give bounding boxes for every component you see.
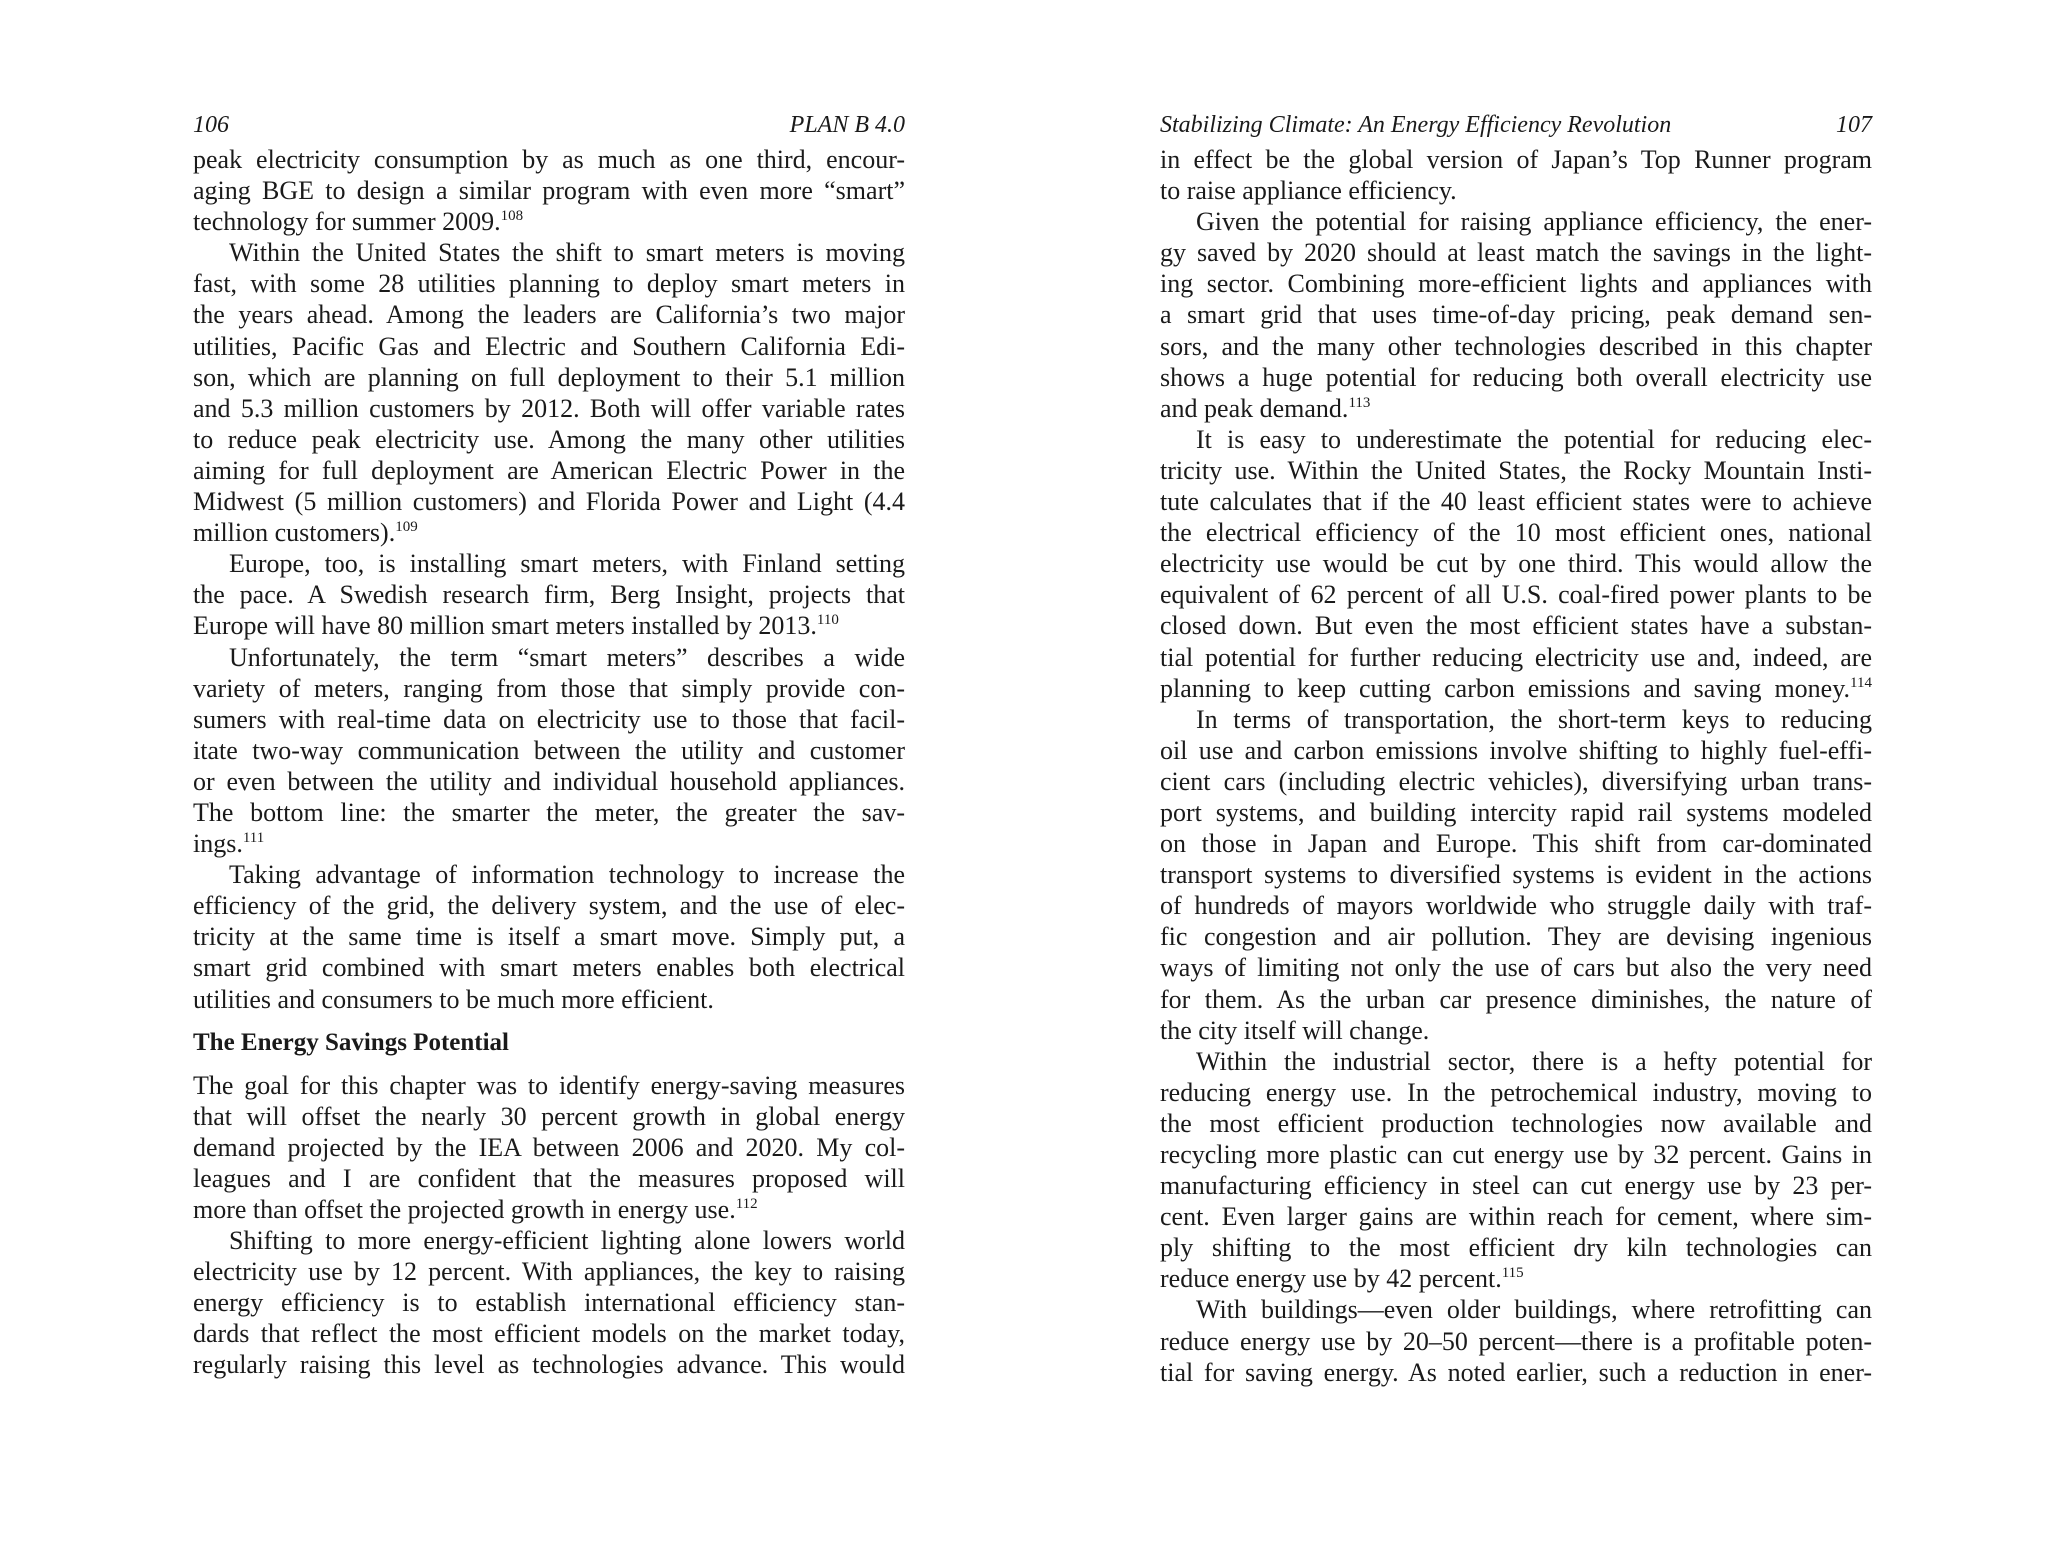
text-line bbox=[193, 1225, 905, 1256]
text-line bbox=[1160, 1077, 1872, 1108]
text-line bbox=[1160, 890, 1872, 921]
line-text: sors, and the many other technologies described in this chapter bbox=[1160, 331, 1872, 361]
footnote-ref: 110 bbox=[816, 612, 839, 629]
footnote-ref: 115 bbox=[1501, 1265, 1524, 1282]
text-line bbox=[1160, 673, 1872, 704]
line-text: utilities and consumers to be much more efficient. bbox=[193, 984, 714, 1014]
text-line bbox=[1160, 1046, 1872, 1077]
text-line bbox=[1160, 735, 1872, 766]
line-text: son, which are planning on full deployment to their 5.1 million bbox=[193, 362, 905, 392]
line-text: for them. As the urban car presence diminishes, the nature of bbox=[1160, 984, 1872, 1014]
footnote-ref: 111 bbox=[242, 830, 265, 847]
text-line bbox=[193, 1256, 905, 1287]
section-heading: The Energy Savings Potential bbox=[193, 1028, 509, 1056]
text-line bbox=[193, 859, 905, 890]
text-line bbox=[193, 331, 905, 362]
text-line bbox=[1160, 1015, 1872, 1046]
text-line bbox=[1160, 859, 1872, 890]
line-text: efficiency of the grid, the delivery system, and the use of elec- bbox=[193, 891, 905, 921]
text-line bbox=[193, 642, 905, 673]
text-line bbox=[1160, 206, 1872, 237]
text-line bbox=[1160, 1357, 1872, 1388]
footnote-ref: 112 bbox=[735, 1196, 758, 1212]
text-line bbox=[193, 890, 905, 921]
line-text: cent. Even larger gains are within reach for cement, where sim- bbox=[1160, 1202, 1872, 1232]
text-line bbox=[1160, 486, 1872, 517]
line-text: smart grid combined with smart meters enables both electrical bbox=[193, 953, 905, 983]
line-text: In terms of transportation, the short-term keys to reducing bbox=[1196, 704, 1872, 734]
text-line bbox=[193, 735, 905, 766]
line-text: Midwest (5 million customers) and Florida Power and Light (4.4 bbox=[193, 487, 905, 517]
text-line bbox=[193, 766, 905, 797]
line-text: technology for summer 2009. bbox=[193, 207, 501, 237]
line-text: more than offset the projected growth in energy use. bbox=[193, 1195, 736, 1224]
line-text: ply shifting to the most efficient dry kiln technologies can bbox=[1160, 1233, 1872, 1263]
line-text: transport systems to diversified systems is evident in the actions bbox=[1160, 860, 1872, 890]
line-text: port systems, and building intercity rapid rail systems modeled bbox=[1160, 797, 1872, 827]
running-head-title: Stabilizing Climate: An Energy Efficiency Revolution bbox=[1160, 112, 1672, 138]
text-line bbox=[193, 237, 905, 268]
line-text: variety of meters, ranging from those that simply provide con- bbox=[193, 673, 905, 703]
line-text: the electrical efficiency of the 10 most efficient ones, national bbox=[1160, 518, 1872, 548]
line-text: to raise appliance efficiency. bbox=[1160, 176, 1457, 206]
line-text: the city itself will change. bbox=[1160, 1015, 1430, 1045]
text-line bbox=[1160, 1326, 1872, 1357]
footnote-ref: 113 bbox=[1348, 394, 1371, 411]
line-text: The goal for this chapter was to identify energy-saving measures bbox=[193, 1070, 905, 1100]
text-line bbox=[193, 984, 905, 1015]
text-line bbox=[1160, 704, 1872, 735]
line-text: aiming for full deployment are American Electric Power in the bbox=[193, 455, 905, 485]
text-block bbox=[193, 237, 905, 1014]
line-text: Within the United States the shift to smart meters is moving bbox=[229, 238, 905, 268]
text-line bbox=[193, 704, 905, 735]
line-text: Taking advantage of information technology to increase the bbox=[229, 860, 905, 890]
line-text: tute calculates that if the 40 least efficient states were to achieve bbox=[1160, 487, 1872, 517]
text-line bbox=[1160, 331, 1872, 362]
line-text: planning to keep cutting carbon emissions and saving money. bbox=[1160, 673, 1851, 703]
text-line bbox=[193, 548, 905, 579]
text-line bbox=[193, 362, 905, 393]
line-text: Europe, too, is installing smart meters, with Finland setting bbox=[229, 549, 905, 579]
right-page bbox=[1160, 112, 1872, 1388]
line-text: ings. bbox=[193, 829, 243, 859]
line-text: ing sector. Combining more-efficient lights and appliances with bbox=[1160, 269, 1872, 299]
left-page bbox=[193, 112, 905, 1381]
footnote-ref: 114 bbox=[1850, 674, 1872, 691]
text-line bbox=[1160, 828, 1872, 859]
line-text: in effect be the global version of Japan’s Top Runner program bbox=[1160, 145, 1872, 174]
line-text: Given the potential for raising appliance efficiency, the ener- bbox=[1196, 207, 1872, 237]
line-text: on those in Japan and Europe. This shift from car-dominated bbox=[1160, 829, 1872, 859]
line-text: itate two-way communication between the utility and customer bbox=[193, 735, 905, 765]
text-line bbox=[1160, 921, 1872, 952]
text-line bbox=[1160, 175, 1872, 206]
text-line bbox=[1160, 548, 1872, 579]
line-text: equivalent of 62 percent of all U.S. coal-fired power plants to be bbox=[1160, 580, 1872, 610]
text-line bbox=[1160, 299, 1872, 330]
line-text: utilities, Pacific Gas and Electric and Southern California Edi- bbox=[193, 331, 905, 361]
text-line bbox=[1160, 144, 1872, 175]
line-text: closed down. But even the most efficient states have a substan- bbox=[1160, 611, 1872, 641]
text-line bbox=[1160, 1139, 1872, 1170]
line-text: energy efficiency is to establish international efficiency stan- bbox=[193, 1288, 905, 1318]
text-line bbox=[193, 610, 905, 641]
line-text: peak electricity consumption by as much as one third, encour- bbox=[193, 145, 905, 174]
text-line bbox=[193, 299, 905, 330]
text-line bbox=[193, 1163, 905, 1194]
line-text: cient cars (including electric vehicles), diversifying urban trans- bbox=[1160, 766, 1872, 796]
text-line bbox=[1160, 455, 1872, 486]
text-line bbox=[193, 1349, 905, 1380]
line-text: the most efficient production technologies now available and bbox=[1160, 1108, 1872, 1138]
line-text: reduce energy use by 20–50 percent—there is a profitable poten- bbox=[1160, 1326, 1872, 1356]
line-text: With buildings—even older buildings, where retrofitting can bbox=[1196, 1295, 1872, 1325]
line-text: electricity use by 12 percent. With appliances, the key to raising bbox=[193, 1257, 905, 1287]
line-text: aging BGE to design a similar program with even more “smart” bbox=[193, 176, 905, 206]
text-line bbox=[193, 579, 905, 610]
line-text: It is easy to underestimate the potential for reducing elec- bbox=[1196, 424, 1872, 454]
text-line bbox=[193, 1287, 905, 1318]
line-text: sumers with real-time data on electricity use to those that facil- bbox=[193, 704, 905, 734]
line-text: and peak demand. bbox=[1160, 393, 1349, 423]
page-number: 106 bbox=[193, 112, 229, 138]
text-line bbox=[193, 455, 905, 486]
line-text: that will offset the nearly 30 percent growth in global energy bbox=[193, 1101, 905, 1131]
text-line bbox=[1160, 984, 1872, 1015]
text-line bbox=[193, 797, 905, 828]
text-line bbox=[1160, 1294, 1872, 1325]
line-text: leagues and I are confident that the measures proposed will bbox=[193, 1163, 905, 1193]
text-line bbox=[193, 517, 905, 548]
line-text: million customers). bbox=[193, 518, 396, 548]
text-line bbox=[193, 828, 905, 859]
text-line bbox=[1160, 766, 1872, 797]
line-text: ways of limiting not only the use of cars but also the very need bbox=[1160, 953, 1872, 983]
text-line bbox=[193, 486, 905, 517]
text-line bbox=[1160, 1263, 1872, 1294]
text-line bbox=[1160, 1232, 1872, 1263]
line-text: a smart grid that uses time-of-day pricing, peak demand sen- bbox=[1160, 300, 1872, 330]
line-text: of hundreds of mayors worldwide who struggle daily with traf- bbox=[1160, 891, 1872, 921]
line-text: manufacturing efficiency in steel can cut energy use by 23 per- bbox=[1160, 1171, 1872, 1201]
line-text: electricity use would be cut by one third. This would allow the bbox=[1160, 549, 1872, 579]
text-block bbox=[193, 144, 905, 237]
text-line bbox=[1160, 797, 1872, 828]
text-line bbox=[193, 673, 905, 704]
line-text: The bottom line: the smarter the meter, the greater the sav- bbox=[193, 797, 905, 827]
text-line bbox=[1160, 642, 1872, 673]
right-running-head bbox=[1160, 112, 1872, 144]
text-line bbox=[1160, 424, 1872, 455]
line-text: reduce energy use by 42 percent. bbox=[1160, 1264, 1502, 1294]
text-line bbox=[1160, 610, 1872, 641]
text-line bbox=[1160, 1170, 1872, 1201]
line-text: the years ahead. Among the leaders are California’s two major bbox=[193, 300, 905, 330]
line-text: tricity at the same time is itself a smart move. Simply put, a bbox=[193, 922, 905, 952]
line-text: oil use and carbon emissions involve shifting to highly fuel-effi- bbox=[1160, 735, 1872, 765]
text-line bbox=[1160, 393, 1872, 424]
line-text: reducing energy use. In the petrochemical industry, moving to bbox=[1160, 1077, 1872, 1107]
footnote-ref: 108 bbox=[500, 208, 524, 225]
page-number: 107 bbox=[1836, 112, 1872, 138]
text-line bbox=[1160, 1108, 1872, 1139]
line-text: demand projected by the IEA between 2006 and 2020. My col- bbox=[193, 1132, 905, 1162]
text-block bbox=[193, 1070, 905, 1381]
line-text: fic congestion and air pollution. They are devising ingenious bbox=[1160, 922, 1872, 952]
text-line bbox=[193, 952, 905, 983]
line-text: the pace. A Swedish research firm, Berg Insight, projects that bbox=[193, 580, 905, 610]
line-text: Europe will have 80 million smart meters installed by 2013. bbox=[193, 611, 817, 641]
text-line bbox=[193, 206, 905, 237]
line-text: regularly raising this level as technologies advance. This would bbox=[193, 1350, 905, 1380]
line-text: tial for saving energy. As noted earlier, such a reduction in ener- bbox=[1160, 1357, 1872, 1387]
line-text: and 5.3 million customers by 2012. Both will offer variable rates bbox=[193, 393, 905, 423]
text-line bbox=[193, 1132, 905, 1163]
text-line bbox=[1160, 1201, 1872, 1232]
text-line bbox=[193, 424, 905, 455]
line-text: Within the industrial sector, there is a hefty potential for bbox=[1196, 1046, 1872, 1076]
text-line bbox=[1160, 268, 1872, 299]
line-text: fast, with some 28 utilities planning to deploy smart meters in bbox=[193, 269, 905, 299]
text-line bbox=[193, 1101, 905, 1132]
line-text: tricity use. Within the United States, the Rocky Mountain Insti- bbox=[1160, 455, 1872, 485]
text-line bbox=[1160, 579, 1872, 610]
text-block bbox=[1160, 144, 1872, 1388]
line-text: shows a huge potential for reducing both overall electricity use bbox=[1160, 362, 1872, 392]
text-line bbox=[193, 1194, 905, 1225]
footnote-ref: 109 bbox=[395, 519, 418, 536]
text-line bbox=[1160, 237, 1872, 268]
text-line bbox=[193, 1318, 905, 1349]
text-line bbox=[193, 393, 905, 424]
text-line bbox=[193, 921, 905, 952]
text-line bbox=[193, 268, 905, 299]
text-line bbox=[1160, 517, 1872, 548]
text-line bbox=[193, 1070, 905, 1101]
text-line bbox=[1160, 362, 1872, 393]
line-text: or even between the utility and individual household appliances. bbox=[193, 766, 905, 796]
line-text: Shifting to more energy-efficient lighting alone lowers world bbox=[229, 1226, 905, 1256]
line-text: to reduce peak electricity use. Among the many other utilities bbox=[193, 424, 905, 454]
line-text: dards that reflect the most efficient models on the market today, bbox=[193, 1319, 905, 1349]
line-text: Unfortunately, the term “smart meters” describes a wide bbox=[229, 642, 905, 672]
text-line bbox=[1160, 952, 1872, 983]
line-text: tial potential for further reducing electricity use and, indeed, are bbox=[1160, 642, 1872, 672]
line-text: recycling more plastic can cut energy use by 32 percent. Gains in bbox=[1160, 1140, 1872, 1169]
text-line bbox=[193, 144, 905, 175]
line-text: gy saved by 2020 should at least match the savings in the light- bbox=[1160, 238, 1872, 268]
left-running-head bbox=[193, 112, 905, 144]
text-line bbox=[193, 175, 905, 206]
running-head-title: PLAN B 4.0 bbox=[789, 112, 905, 138]
